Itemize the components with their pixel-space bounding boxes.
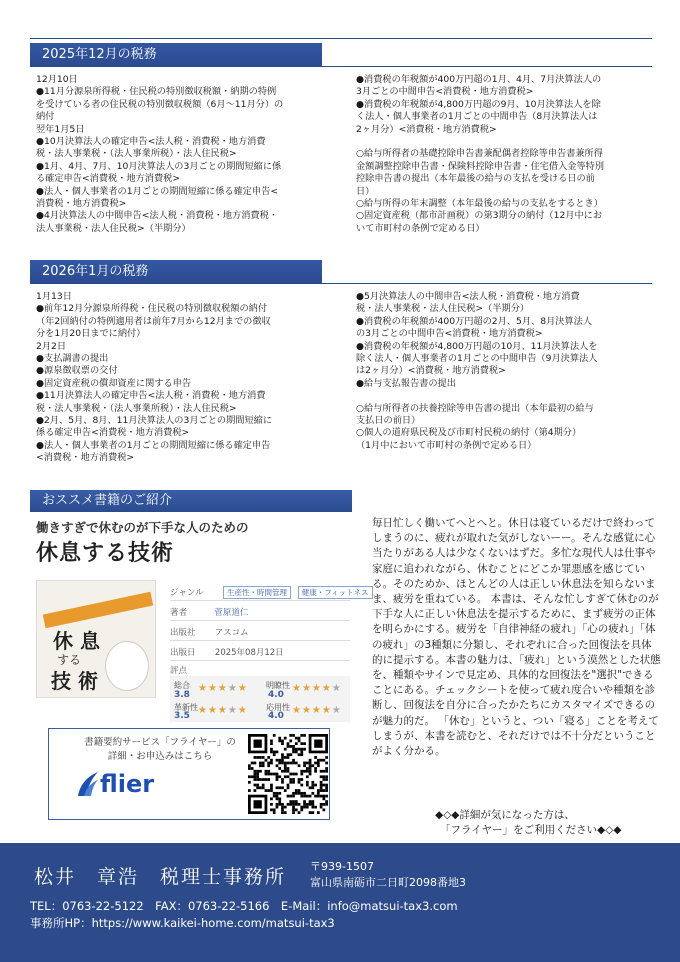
text-line bbox=[356, 390, 656, 402]
author-label: 著者 bbox=[170, 608, 188, 618]
office-name: 松井 章浩 税理士事務所 bbox=[34, 866, 287, 888]
office-contact[interactable]: TEL：0763-22-5122 FAX：0763-22-5166 E-Mail：info@matsui-tax3.com bbox=[30, 899, 458, 913]
text-line: 納付 bbox=[36, 111, 55, 123]
meta-divider bbox=[170, 640, 350, 641]
text-line: く法人・個人事業者の1月ごとの中間申告（8月決算法人は bbox=[356, 111, 598, 123]
meta-divider bbox=[170, 660, 350, 661]
december-left-column bbox=[36, 74, 336, 235]
text-line: ●5月決算法人の中間申告<法人税・消費税・地方消費 bbox=[356, 291, 580, 302]
top-rule bbox=[30, 38, 652, 39]
text-line: 人は正しい休息法を知らないまま、疲労を重ねている。 bbox=[372, 577, 656, 606]
genre-tag[interactable]: 生産性・時間管理 bbox=[223, 586, 291, 599]
text-line: ●消費税の年税額が4,800万円超の9月、10月決算法人を除 bbox=[356, 98, 601, 110]
section-title-december: 2025年12月の税務 bbox=[30, 43, 322, 67]
book-cover bbox=[36, 580, 156, 698]
text-line: がよく分かる。 bbox=[372, 745, 446, 758]
cover-title-line-1: 休 息 bbox=[53, 629, 100, 653]
text-line: 支払日の前日） bbox=[356, 415, 421, 427]
text-line: ●消費税の年税額が4,800万円超の10月、11月決算法人を bbox=[356, 340, 598, 352]
text-line: 係る確定申告<消費税・地方消費税> bbox=[36, 427, 190, 439]
text-line: 本書は、そんな忙しすぎて休むのが下手な人に正しい bbox=[372, 593, 659, 621]
text-line: の3月ごとの中間申告<消費税・地方消費税> bbox=[356, 328, 543, 340]
score-label: 革新性 bbox=[174, 703, 198, 712]
score-label: 総合 bbox=[174, 681, 190, 690]
text-line: ○給与所得の年末調整（本年最後の給与の支払をするとき） bbox=[356, 198, 603, 210]
text-line: ●1月、4月、7月、10月決算法人の3月ごとの期間短縮に係 bbox=[36, 160, 282, 172]
text-line: 合ったかたちにカスタマイズできるのが魅力的だ。 bbox=[372, 699, 656, 727]
text-line: 金額調整控除申告書・保険料控除申告書・住宅借入金等特別 bbox=[356, 160, 605, 172]
text-line: ●法人・個人事業者の1月ごとの期間短縮に係る確定申告< bbox=[36, 185, 279, 197]
text-line: ●消費税の年税額が400万円超の1月、4月、7月決算法人の bbox=[356, 74, 602, 85]
section-rule bbox=[322, 66, 652, 67]
text-line: 1月13日 bbox=[36, 291, 72, 302]
closing-line-1: ◆◇◆詳細が気になった方は、 bbox=[435, 809, 575, 821]
text-line: ●法人・個人事業者の1月ごとの期間短縮に係る確定申告 bbox=[36, 439, 271, 451]
score-value: 4.0 bbox=[268, 711, 284, 721]
text-line: 2ヶ月分）<消費税・地方消費税> bbox=[356, 123, 497, 135]
text-line: 12月10日 bbox=[36, 74, 78, 85]
book-description bbox=[372, 516, 662, 759]
text-line: ●4月決算法人の中間申告<法人税・消費税・地方消費税・ bbox=[36, 210, 279, 222]
author-value[interactable]: 菅原道仁 bbox=[214, 608, 249, 618]
star-rating: ★★★★★ bbox=[198, 683, 248, 694]
text-line: 2月2日 bbox=[36, 340, 67, 352]
text-line: 税・法人事業税・（法人事業所税）・法人住民税> bbox=[36, 148, 237, 160]
score-label: 応用性 bbox=[266, 703, 290, 712]
text-line: が、本書を読むと、それだけでは不十分だということ bbox=[403, 729, 656, 742]
text-line: ●支払調書の提出 bbox=[36, 353, 109, 365]
cover-title-line-2: する bbox=[57, 653, 82, 667]
star-rating: ★★★★★ bbox=[292, 705, 342, 716]
genre-label: ジャンル bbox=[170, 588, 204, 598]
text-line: 疲れ」の3種類に分類し、それぞれに合った回復法を bbox=[382, 638, 631, 651]
star-rating: ★★★★★ bbox=[292, 683, 342, 694]
star-rating: ★★★★★ bbox=[198, 705, 248, 716]
date-row bbox=[170, 646, 284, 658]
text-line: ○給与所得者の基礎控除申告書兼配偶者控除等申告書兼所得 bbox=[356, 148, 603, 160]
flier-text-line-1: 書籍要約サービス「フライヤー」の bbox=[84, 737, 236, 748]
text-line: 復法を"選択"できることにある。チェックシートを bbox=[372, 669, 654, 697]
text-line: いて市町村の条例で定める日） bbox=[356, 222, 485, 234]
book-section-title: おススメ書籍のご紹介 bbox=[30, 490, 352, 512]
text-line: （年2回納付の特例適用者は前年7月から12月までの徴収 bbox=[36, 315, 271, 327]
text-line: どこか罪悪感を感じている。そのためか、ほとんどの bbox=[372, 562, 645, 590]
date-label: 出版日 bbox=[170, 648, 196, 658]
date-value: 2025年08月12日 bbox=[214, 648, 284, 658]
closing-line-2: 「フライヤー」をご利用ください◆◇◆ bbox=[440, 824, 622, 836]
meta-divider bbox=[170, 620, 350, 621]
text-line: 法人事業税・法人住民税>（半期分） bbox=[36, 222, 191, 234]
genre-row bbox=[170, 586, 377, 599]
book-subtitle: 働きすぎで休むのが下手な人のための bbox=[36, 520, 249, 535]
cover-title-line-3: 技 術 bbox=[51, 669, 98, 693]
office-zip: 〒939-1507 bbox=[310, 860, 374, 873]
publisher-label: 出版社 bbox=[170, 628, 196, 638]
text-line: 使って疲れ度合いや種類を診断し、回復法を自分に bbox=[372, 684, 656, 712]
score-label: 明瞭性 bbox=[266, 681, 290, 690]
text-line: <消費税・地方消費税> bbox=[36, 452, 135, 464]
text-line: する。疲労を「自律神経の疲れ」「心の疲れ」「体の bbox=[372, 623, 656, 651]
score-value: 4.0 bbox=[268, 690, 284, 700]
author-row bbox=[170, 606, 248, 618]
text-line: わってしまうのに、疲れが取れた気がしないーー。そ bbox=[372, 517, 655, 545]
flier-text bbox=[60, 736, 260, 764]
flier-text-line-2: 詳細・お申込みはこちら bbox=[107, 751, 213, 762]
text-line: ●固定資産税の償却資産に関する申告 bbox=[36, 377, 192, 389]
text-line: ●源泉徴収票の交付 bbox=[36, 365, 118, 377]
genre-tag[interactable]: 健康・フィットネス bbox=[298, 586, 373, 599]
text-line: んな感覚に心当たりがある人は少なくないはずだ。多 bbox=[372, 532, 656, 560]
january-right-column bbox=[356, 291, 656, 452]
score-box bbox=[170, 676, 350, 722]
text-line: 税・法人事業税・法人住民税>（半期分） bbox=[356, 303, 530, 315]
text-line: は2ヶ月分）<消費税・地方消費税> bbox=[356, 365, 506, 377]
text-line: 税・法人事業税・（法人事業所税）・法人住民税> bbox=[36, 402, 237, 414]
text-line: 日） bbox=[356, 185, 375, 197]
section-rule bbox=[322, 283, 652, 284]
text-line: 控除申告書の提出（本年最後の給与の支払を受ける日の前 bbox=[356, 173, 595, 185]
text-line: ○個人の道府県民税及び市町村民税の納付（第4期分） bbox=[356, 427, 582, 439]
text-line: ●給与支払報告書の提出 bbox=[356, 377, 456, 389]
text-line: 具体的に提示する。本書の魅力は、「疲れ」という漠 bbox=[372, 638, 652, 666]
text-line: 3月ごとの中間申告<消費税・地方消費税> bbox=[356, 86, 534, 98]
text-line: 然とした状態を、種類やサインで見定め、具体的な回 bbox=[372, 653, 661, 682]
text-line: を受けている者の住民税の特別徴収税額（6月～11月分）の bbox=[36, 98, 284, 110]
text-line: 「休む」というと、つい「寝る」ことを考えてしまう bbox=[372, 714, 659, 742]
text-line: 除く法人・個人事業者の1月ごとの中間申告（9月決算法人 bbox=[356, 353, 598, 365]
flier-logo[interactable]: flier bbox=[100, 770, 155, 798]
text-line: ○給与所得者の扶養控除等申告書の提出（本年最初の給与 bbox=[356, 402, 594, 414]
office-address: 富山県南砺市二日町2098番地3 bbox=[310, 876, 466, 889]
text-line: 毎日忙しく働いてへとへと。休日は寝ているだけで終 bbox=[372, 517, 624, 529]
text-line: ●10月決算法人の確定申告<法人税・消費税・地方消費 bbox=[36, 136, 266, 148]
book-title: 休息する技術 bbox=[36, 541, 175, 566]
january-left-column bbox=[36, 291, 336, 465]
text-line: ●2月、5月、8月、11月決算法人の3月ごとの期間短縮に bbox=[36, 415, 273, 427]
cover-band bbox=[43, 592, 154, 629]
text-line: 消費税・地方消費税> bbox=[36, 198, 127, 210]
rating-label: 評点 bbox=[170, 666, 188, 676]
text-line: 休息法を提示するために、まず疲労の正体を明らかに bbox=[372, 608, 656, 636]
text-line: ●消費税の年税額が400万円超の2月、5月、8月決算法人 bbox=[356, 315, 593, 327]
meta-divider bbox=[170, 600, 350, 601]
text-line: 忙な現代人は仕事や家庭に追われながら、休むことに bbox=[372, 547, 656, 575]
score-value: 3.8 bbox=[174, 690, 190, 700]
publisher-row bbox=[170, 626, 249, 638]
text-line: ○固定資産税（都市計画税）の第3期分の納付（12月中にお bbox=[356, 210, 603, 222]
december-right-column bbox=[356, 74, 656, 235]
text-line: 翌年1月5日 bbox=[36, 123, 85, 135]
flier-logo-icon bbox=[74, 770, 100, 798]
qr-code-icon[interactable] bbox=[248, 734, 328, 814]
section-title-january: 2026年1月の税務 bbox=[30, 260, 322, 284]
score-value: 3.5 bbox=[174, 711, 190, 721]
cover-bubble bbox=[105, 641, 149, 691]
text-line: ●前年12月分源泉所得税・住民税の特別徴収税額の納付 bbox=[36, 303, 268, 315]
text-line: ●11月決算法人の確定申告<法人税・消費税・地方消費 bbox=[36, 390, 266, 402]
office-homepage[interactable]: 事務所HP：https://www.kaikei-home.com/matsui-tax3 bbox=[30, 916, 335, 930]
text-line: （1月中において市町村の条例で定める日） bbox=[356, 439, 537, 451]
text-line: る確定申告<消費税・地方消費税> bbox=[36, 173, 181, 185]
text-line: ●11月分源泉所得税・住民税の特別徴収税額・納期の特例 bbox=[36, 86, 277, 98]
publisher-value: アスコム bbox=[214, 628, 249, 638]
text-line bbox=[356, 136, 656, 148]
text-line: 分を1月20日までに納付） bbox=[36, 328, 146, 340]
